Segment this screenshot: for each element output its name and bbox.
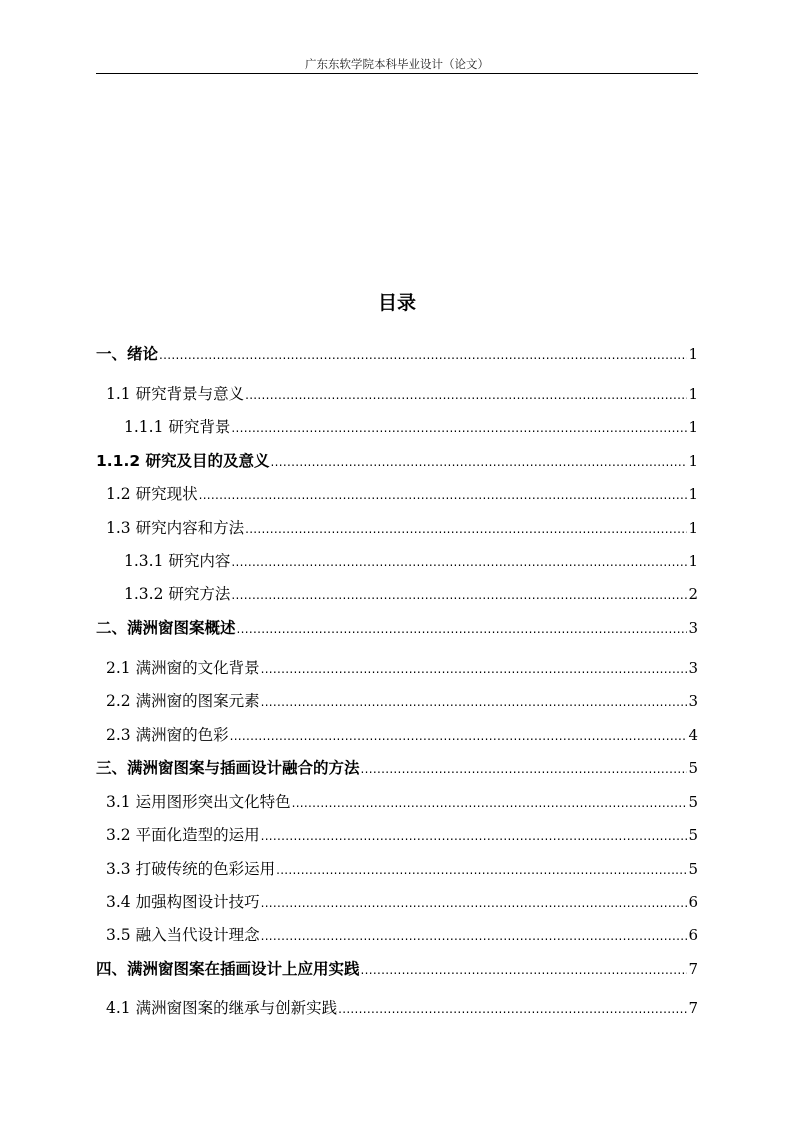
- toc-entry-page: 5: [688, 860, 698, 878]
- toc-entry[interactable]: [96, 790, 698, 812]
- toc-entry[interactable]: [96, 823, 698, 845]
- toc-entry-label: 1.1 研究背景与意义: [106, 385, 245, 403]
- toc-entry-page: 5: [688, 759, 698, 777]
- toc-entry-page: 3: [688, 692, 698, 710]
- toc-entry[interactable]: [96, 656, 698, 678]
- toc-entry-label: 三、满洲窗图案与插画设计融合的方法: [96, 759, 360, 777]
- dot-leader: [361, 959, 688, 978]
- dot-leader: [245, 518, 687, 537]
- dot-leader: [159, 344, 687, 363]
- dot-leader: [231, 417, 687, 436]
- toc-entry-label: 1.3 研究内容和方法: [106, 519, 245, 537]
- toc-entry-label: 4.1 满洲窗图案的继承与创新实践: [106, 999, 338, 1017]
- toc-entry-label: 2.1 满洲窗的文化背景: [106, 659, 260, 677]
- toc-entry[interactable]: [96, 582, 698, 604]
- dot-leader: [261, 925, 688, 944]
- toc-entry[interactable]: [96, 382, 698, 404]
- dot-leader: [276, 859, 687, 878]
- toc-entry[interactable]: [96, 756, 698, 778]
- dot-leader: [271, 451, 688, 470]
- dot-leader: [231, 551, 687, 570]
- toc-entry-label: 3.3 打破传统的色彩运用: [106, 860, 276, 878]
- dot-leader: [237, 618, 688, 637]
- toc-entry-label: 1.3.2 研究方法: [124, 585, 231, 603]
- dot-leader: [361, 758, 688, 777]
- toc-entry-label: 2.3 满洲窗的色彩: [106, 726, 229, 744]
- toc-entry[interactable]: [96, 996, 698, 1018]
- toc-entry[interactable]: [96, 723, 698, 745]
- toc-entry[interactable]: [96, 482, 698, 504]
- toc-entry-label: 1.2 研究现状: [106, 485, 198, 503]
- toc-entry-page: 6: [688, 893, 698, 911]
- toc-entry-page: 1: [688, 485, 698, 503]
- toc-entry-label: 1.1.1 研究背景: [124, 418, 231, 436]
- toc-entry-label: 3.1 运用图形突出文化特色: [106, 793, 291, 811]
- toc-entry-page: 7: [688, 999, 698, 1017]
- dot-leader: [230, 725, 688, 744]
- toc-entry-label: 1.3.1 研究内容: [124, 552, 231, 570]
- toc-entry-page: 7: [688, 960, 698, 978]
- dot-leader: [292, 792, 688, 811]
- toc-entry-page: 1: [688, 452, 698, 470]
- toc-entry-page: 6: [688, 926, 698, 944]
- toc-entry-page: 1: [688, 385, 698, 403]
- toc-title: 目录: [377, 292, 416, 314]
- toc-entry-page: 5: [688, 826, 698, 844]
- dot-leader: [261, 825, 688, 844]
- toc-entry-label: 3.5 融入当代设计理念: [106, 926, 260, 944]
- toc-entry-label: 四、满洲窗图案在插画设计上应用实践: [96, 960, 360, 978]
- toc-entry-page: 2: [688, 585, 698, 603]
- toc-entry[interactable]: [96, 689, 698, 711]
- dot-leader: [231, 584, 687, 603]
- dot-leader: [261, 691, 688, 710]
- toc-entry-page: 5: [688, 793, 698, 811]
- toc-entry[interactable]: [96, 616, 698, 638]
- toc-entry[interactable]: [96, 516, 698, 538]
- toc-entry-page: 1: [688, 345, 698, 363]
- toc-entry-page: 4: [688, 726, 698, 744]
- header-rule: [96, 73, 698, 74]
- dot-leader: [245, 384, 687, 403]
- dot-leader: [261, 658, 688, 677]
- toc-entry-label: 3.4 加强构图设计技巧: [106, 893, 260, 911]
- toc-entry-page: 3: [688, 619, 698, 637]
- toc-entry-label: 2.2 满洲窗的图案元素: [106, 692, 260, 710]
- toc-entry[interactable]: [96, 857, 698, 879]
- toc-entry-page: 3: [688, 659, 698, 677]
- toc-entry[interactable]: [96, 957, 698, 979]
- toc-entry[interactable]: [96, 923, 698, 945]
- toc-entry-label: 二、满洲窗图案概述: [96, 619, 236, 637]
- toc-entry-label: 1.1.2 研究及目的及意义: [96, 452, 270, 470]
- toc-entry[interactable]: [96, 890, 698, 912]
- toc-entry-label: 3.2 平面化造型的运用: [106, 826, 260, 844]
- toc-entry-page: 1: [688, 519, 698, 537]
- dot-leader: [261, 892, 688, 911]
- toc-entry[interactable]: [96, 342, 698, 364]
- toc-entry-page: 1: [688, 552, 698, 570]
- dot-leader: [338, 998, 687, 1017]
- toc-entry[interactable]: [96, 415, 698, 437]
- toc-entry[interactable]: [96, 549, 698, 571]
- dot-leader: [199, 484, 688, 503]
- toc-entry[interactable]: [96, 449, 698, 471]
- toc-entry-page: 1: [688, 418, 698, 436]
- page-header: 广东东软学院本科毕业设计（论文）: [305, 57, 489, 71]
- toc-entry-label: 一、绪论: [96, 345, 159, 363]
